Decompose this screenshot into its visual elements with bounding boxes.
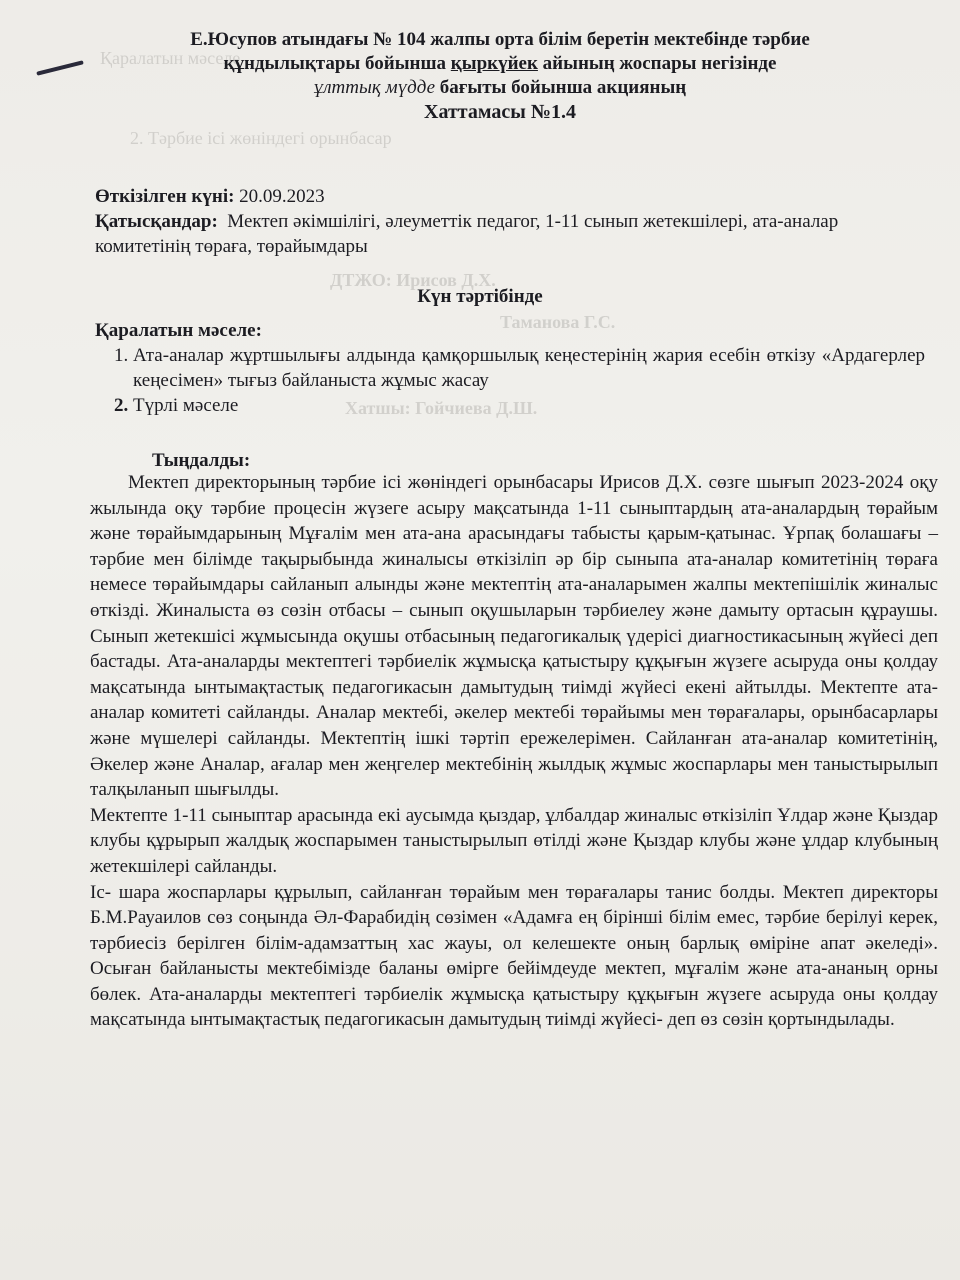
direction-italic: ұлттық мүдде — [313, 77, 435, 98]
meeting-date: Өткізілген күні: 20.09.2023 — [95, 186, 325, 207]
issues-section — [95, 318, 925, 418]
header-line-3: ұлттық мүдде бағыты бойынша акцияның — [313, 77, 687, 98]
header-line-1: Е.Юсупов атындағы № 104 жалпы орта білім беретін мектебінде тәрбие — [190, 29, 810, 50]
participants: Қатысқандар: Мектеп әкімшілігі, әлеуметтік педагог, 1-11 сынып жетекшілері, ата-аналар комитетінің төраға, төрайымдары — [95, 211, 839, 257]
protocol-body — [90, 470, 938, 1033]
bleed-through-text: ДТЖО: Ирисов Д.Х. — [330, 270, 496, 290]
header-line-2: құндылықтары бойынша қыркүйек айының жоспары негізінде — [223, 53, 777, 74]
bleed-through-text: Хатшы: Гойчиева Д.Ш. — [345, 398, 538, 418]
body-paragraph: Мектеп директорының тәрбие ісі жөніндегі орынбасары Ирисов Д.Х. сөзге шығып 2023-2024 оқу жылында оқу тәрбие процесін жүзеге асыру мақсатында 1-11 сыныптардың ата-аналардың төрайым және төрайымдарының Мұғалім мен ата-ана арасындағы табысты қарым-қатынас. Ұрпақ болашағы – тәрбие мен білімде тақырыбында жиналысы өткізіліп әр бір сыныпа ата-аналар комитетінің төраға немесе төрайымдары сайланып алынды және мектептің ата-аналарымен жалпы мектепішілік жиналыс өткізді. Жиналыста өз сөзін отбасы – сынып оқушыларын тәрбиелеу және дамыту ортасын құраушы. Сынып жетекшісі жұмысында оқушы отбасының педагогикалық үдерісі диагностикасының жүйесі деп бастады. Ата-аналарды мектептегі тәрбиелік жұмысқа қатыстыру құқығын жүзеге асыруда оны қолдау мақсатында ынтымақтастық педагогикасын дамытудың тиімді жүйесі екені айтылды. Мектепте ата-аналар комитеті сайланды. Аналар мектебі, әкелер мектебі төрайымы мен төрағалары, орынбасарлары және мүшелері сайланды. Мектептің ішкі тәртіп ережелерімен. Сайланған ата-аналар комитетінің, Әкелер және Аналар, ағалар мен жеңгелер мектебінің жылдық жұмыс жоспарлары мен таныстырылып талқыланып шығылды. — [90, 472, 938, 801]
body-paragraph: Мектепте 1-11 сыныптар арасында екі аусымда қыздар, ұлбалдар жиналыс өткізіліп Ұлдар және Қыздар клубы құрырып жалдық жоспарымен таныстырылып өтілді және Қыздар клубы және ұлдар клубының жетекшілері сайланды. — [90, 804, 938, 877]
listened-heading: Тыңдалды: — [152, 450, 251, 471]
issues-heading: Қаралатын мәселе: — [95, 320, 262, 341]
bleed-through-text: Қаралатын мәселе — [100, 48, 241, 68]
issue-item: 1. Ата-аналар жұртшылығы алдында қамқоршылық кеңестерінің жария есебін өткізу «Ардагерлер кеңесімен» тығыз байланыста жұмыс жасау — [133, 343, 925, 393]
agenda-title: Күн тәртібінде — [417, 286, 543, 307]
month-underlined: қыркүйек — [450, 53, 538, 74]
bleed-through-text: 2. Тәрбие ісі жөніндегі орынбасар — [130, 128, 392, 148]
issue-item: 2. Түрлі мәселе — [133, 393, 925, 418]
protocol-title: Хаттамасы №1.4 — [424, 101, 576, 123]
document-header — [60, 28, 940, 124]
body-paragraph: Іс- шара жоспарлары құрылып, сайланған төрайым мен төрағалары танис болды. Мектеп директоры Б.М.Рауаилов сөз соңында Әл-Фарабидің сөзімен «Адамға ең бірінші білім емес, тәрбие берілуі керек, тәрбиесіз берілген білім-адамзаттың хас жауы, ол келешекте оның барлық өміріне апат әкеледі». Осыған байланысты мектебімізде баланы өмірге бейімдеуде мектеп, мұғалім және ата-ананың орны бөлек. Ата-аналарды мектептегі тәрбиелік жұмысқа қатыстыру құқығын жүзеге асыруда оны қолдау мақсатында ынтымақтастық педагогикасын дамытудың тиімді жүйесі- деп өз сөзін қортындылады. — [90, 881, 938, 1031]
bleed-through-text: Таманова Г.С. — [500, 312, 616, 332]
meeting-meta — [95, 184, 925, 259]
